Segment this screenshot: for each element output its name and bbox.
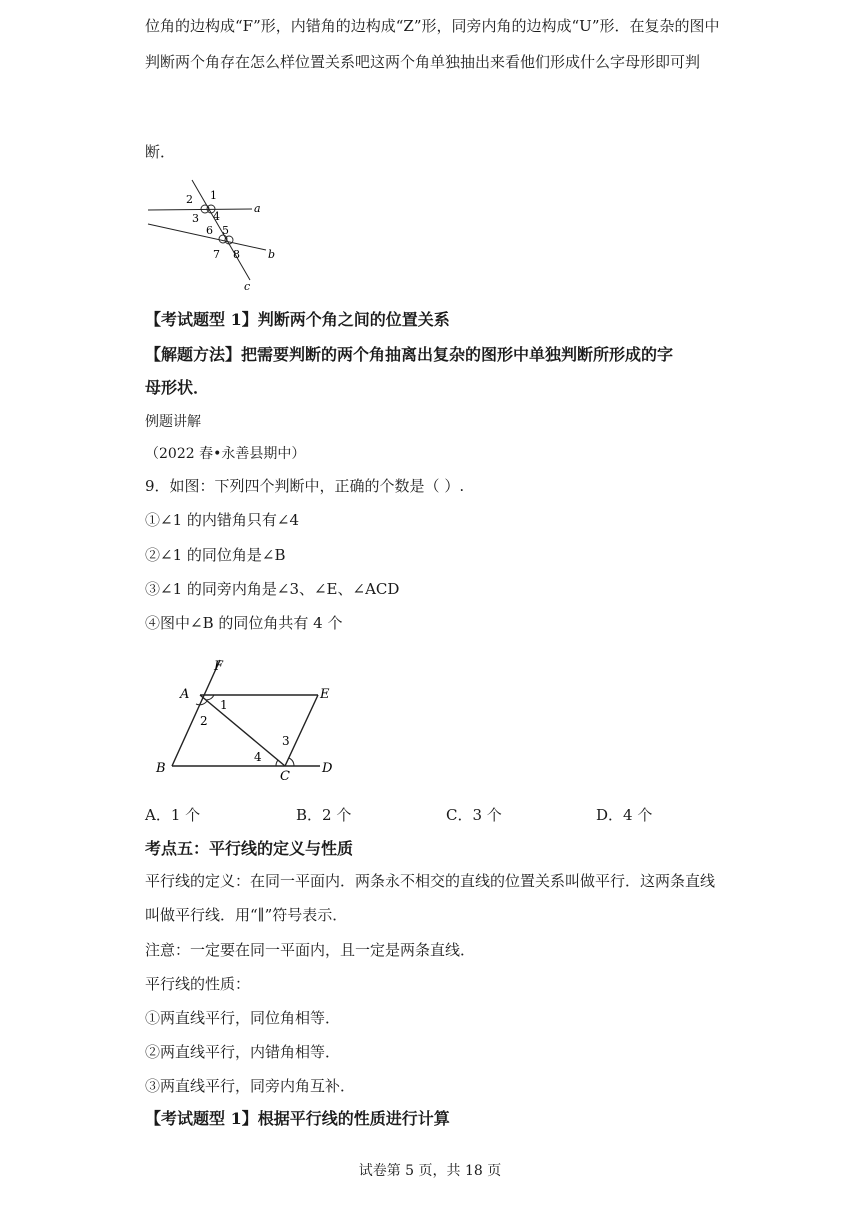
method-line-2: 母形状．	[145, 378, 210, 397]
statement-3: ③∠1 的同旁内角是∠3、∠E、∠ACD	[145, 580, 400, 598]
option-b: B．2 个	[296, 806, 352, 824]
angle-label-2: 2	[186, 193, 193, 206]
angle-label-3: 3	[282, 734, 290, 748]
example-label: 例题讲解	[145, 414, 201, 430]
angle-label-7: 7	[213, 248, 220, 261]
point-F: F	[214, 659, 224, 674]
option-a: A．1 个	[145, 806, 201, 824]
option-d: D．4 个	[596, 806, 653, 824]
definition-line-1: 平行线的定义：在同一平面内．两条永不相交的直线的位置关系叫做平行．这两条直线	[145, 872, 716, 890]
point-D: D	[322, 761, 333, 776]
section2-heading: 考点五：平行线的定义与性质	[145, 839, 354, 858]
angle-label-1: 1	[210, 189, 217, 202]
statement-1: ①∠1 的内错角只有∠4	[145, 511, 299, 529]
angle-label-6: 6	[206, 224, 213, 237]
point-C: C	[280, 769, 290, 782]
figure-transversal	[140, 172, 290, 294]
property-2: ②两直线平行，内错角相等．	[145, 1043, 341, 1061]
angle-label-2: 2	[200, 714, 208, 728]
figure-parallelogram	[150, 652, 350, 782]
line-label-c: c	[244, 280, 251, 293]
point-B: B	[156, 761, 166, 776]
angle-label-1: 1	[220, 698, 228, 712]
point-A: A	[180, 687, 190, 702]
line-a	[148, 209, 252, 210]
section2-subheading: 【考试题型 1】根据平行线的性质进行计算	[145, 1109, 450, 1128]
question-text: 9．如图：下列四个判断中，正确的个数是（ ）.	[145, 477, 465, 495]
line-label-a: a	[254, 202, 261, 215]
angle-label-3: 3	[192, 212, 199, 225]
statement-4: ④图中∠B 的同位角共有 4 个	[145, 614, 343, 632]
point-E: E	[320, 687, 330, 702]
angle-label-8: 8	[233, 248, 240, 261]
line-c	[192, 180, 250, 280]
page-footer: 试卷第 5 页，共 18 页	[358, 1163, 502, 1179]
definition-line-2: 叫做平行线．用“∥”符号表示．	[145, 906, 348, 924]
angle-label-4: 4	[254, 750, 262, 764]
intro-line-3: 断．	[145, 143, 176, 161]
statement-2: ②∠1 的同位角是∠B	[145, 546, 286, 564]
properties-title: 平行线的性质：	[145, 975, 251, 993]
property-1: ①两直线平行，同位角相等．	[145, 1009, 341, 1027]
property-3: ③两直线平行，同旁内角互补．	[145, 1077, 356, 1095]
method-line-1: 【解题方法】把需要判断的两个角抽离出复杂的图形中单独判断所形成的字	[145, 345, 674, 364]
intro-line-2: 判断两个角存在怎么样位置关系吧这两个角单独抽出来看他们形成什么字母形即可判	[145, 53, 701, 71]
question-source: （2022 春•永善县期中）	[145, 446, 306, 462]
line-label-b: b	[268, 248, 276, 261]
angle-label-4: 4	[213, 210, 220, 223]
option-c: C．3 个	[446, 806, 502, 824]
note-line: 注意：一定要在同一平面内，且一定是两条直线．	[145, 941, 476, 959]
section1-heading: 【考试题型 1】判断两个角之间的位置关系	[145, 310, 450, 329]
intro-line-1: 位角的边构成“F”形，内错角的边构成“Z”形，同旁内角的边构成“U”形．在复杂的图中	[145, 17, 720, 35]
angle-label-5: 5	[222, 224, 229, 237]
